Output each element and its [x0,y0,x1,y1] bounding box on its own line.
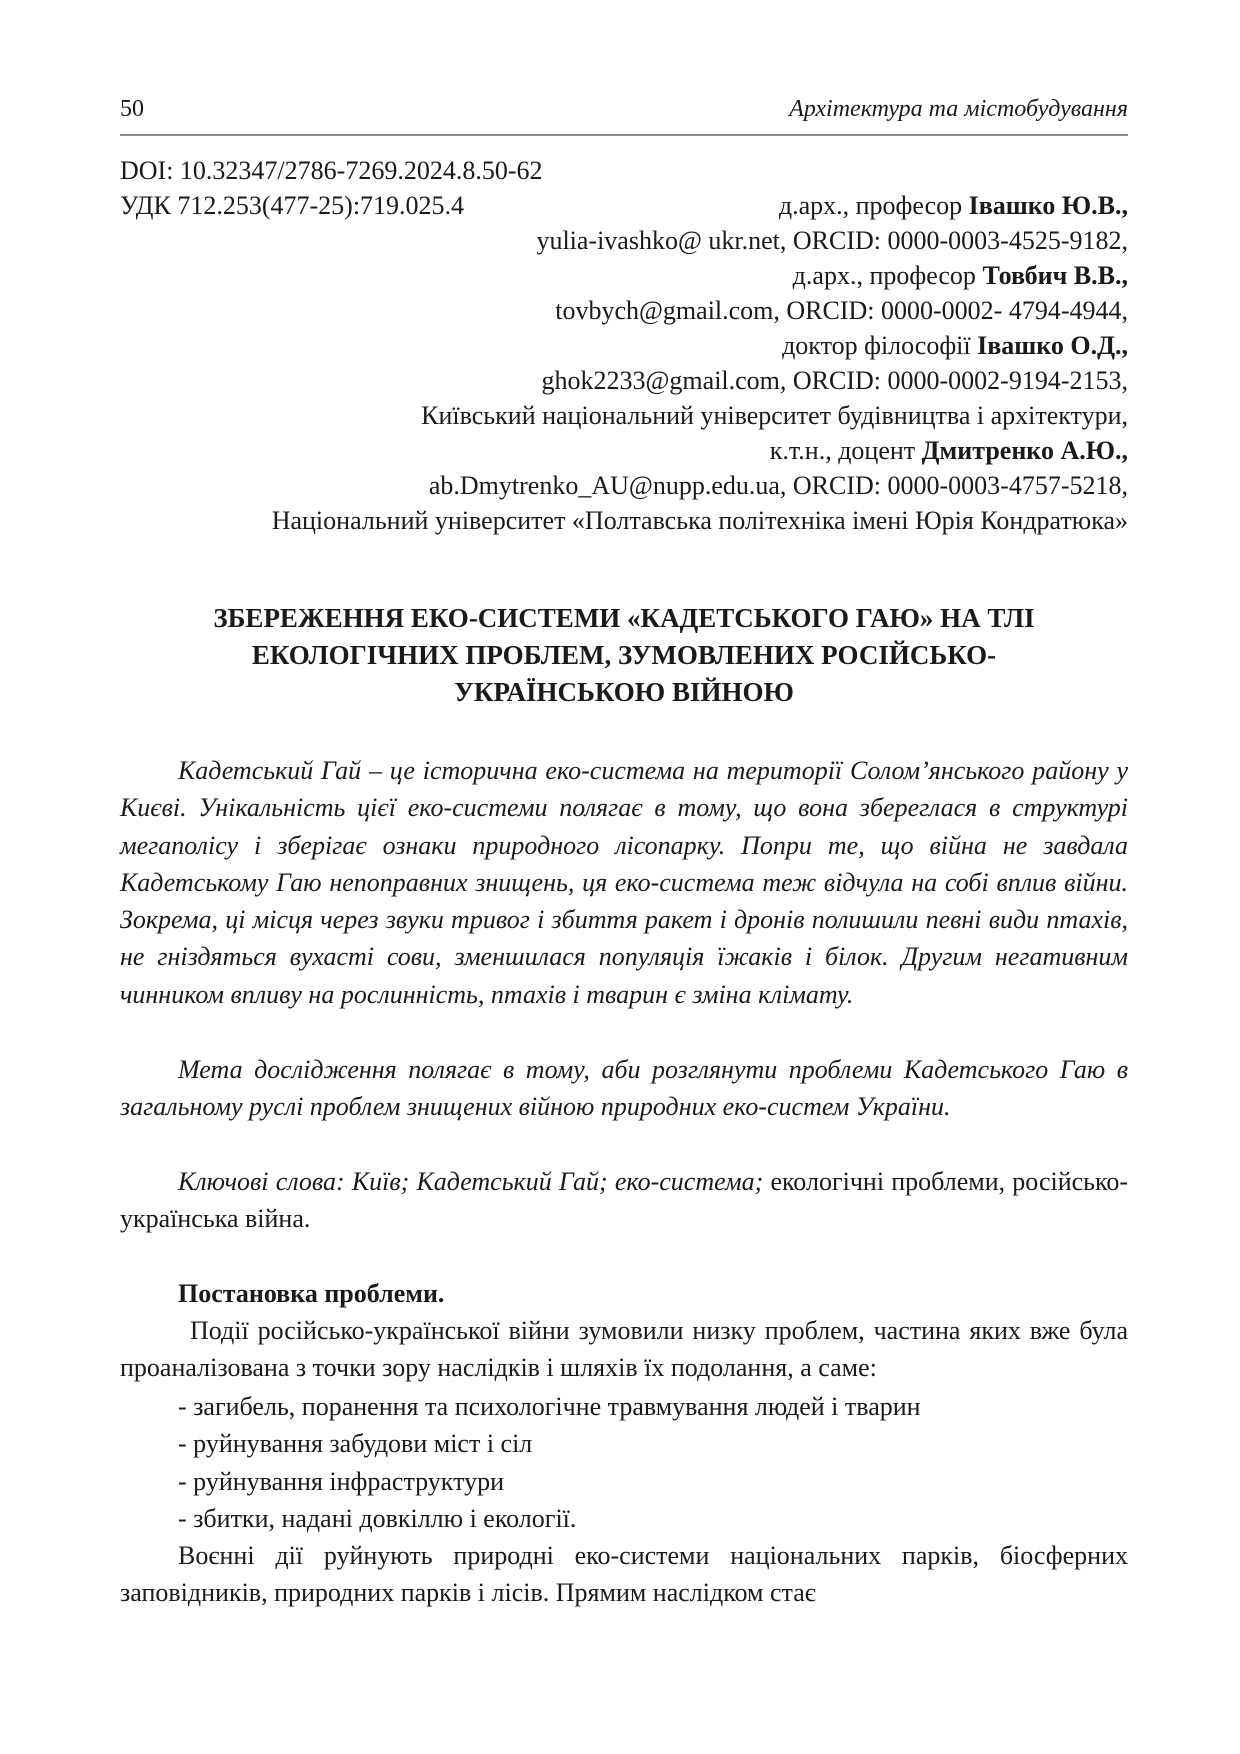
author-1-name: Івашко Ю.В., [968,191,1128,220]
title-line: ЕКОЛОГІЧНИХ ПРОБЛЕМ, ЗУМОВЛЕНИХ РОСІЙСЬКО- [251,640,997,670]
doi: DOI: 10.32347/2786-7269.2024.8.50-62 [120,156,543,185]
section-heading: Постановка проблеми. [178,1279,445,1308]
keywords-plain: екологічні проблеми, російсько-українська війна. [120,1167,1128,1234]
author-3-name: Івашко О.Д., [977,331,1128,360]
abstract-paragraph-2: Мета дослідження полягає в тому, аби розглянути проблеми Кадетського Гаю в загальному руслі проблем знищених війною природних еко-систем України. [120,1055,1128,1122]
list-item: - загибель, поранення та психологічне травмування людей і тварин [178,1392,921,1421]
section-intro: Події російсько-української війни зумовили низку проблем, частина яких вже була проаналізована з точки зору наслідків і шляхів їх подолання, а саме: [120,1316,1128,1383]
udk: УДК 712.253(477-25):719.025.4 [120,191,465,220]
author-2-title: д.арх., професор Товбич В.В., [792,261,1128,290]
author-2-name: Товбич В.В., [982,261,1128,290]
author-4-title: к.т.н., доцент Дмитренко А.Ю., [769,436,1128,465]
author-4-name: Дмитренко А.Ю., [921,436,1128,465]
affiliation-kyiv: Київський національний університет будівництва і архітектури, [421,401,1128,430]
author-1-title: д.арх., професор Івашко Ю.В., [778,191,1128,220]
keywords-label: Ключові слова: Київ; Кадетський Гай; еко-система; [178,1167,764,1196]
title-line: ЗБЕРЕЖЕННЯ ЕКО-СИСТЕМИ «КАДЕТСЬКОГО ГАЮ» НА ТЛІ [213,603,1035,633]
list-item: - руйнування інфраструктури [178,1467,505,1496]
journal-title: Архітектура та містобудування [789,96,1128,122]
list-item: - руйнування забудови міст і сіл [178,1429,533,1458]
abstract-paragraph-1: Кадетський Гай – це історична еко-система на території Солом’янського району у Києві. Унікальність цієї еко-системи полягає в тому, що вона збереглася в структурі мегаполісу і зберігає ознаки природного лісопарку. Попри те, що війна не завдала Кадетському Гаю непоправних знищень, ця еко-система теж відчула на собі вплив війни. Зокрема, ці місця через звуки тривог і збиття ракет і дронів полишили певні види птахів, не гніздяться вухасті сови, зменшилася популяція їжаків і білок. Другим негативним чинником впливу на рослинність, птахів і тварин є зміна клімату. [120,756,1128,1009]
author-3-contact: ghok2233@gmail.com, ORCID: 0000-0002-9194-2153, [541,366,1128,395]
running-header [120,96,1128,130]
body-paragraph: Воєнні дії руйнують природні еко-системи національних парків, біосферних заповідників, природних парків і лісів. Прямим наслідком стає [120,1541,1128,1608]
udk-row [120,189,1128,223]
article-title [120,600,1128,711]
title-line: УКРАЇНСЬКОЮ ВІЙНОЮ [454,677,794,707]
author-4-contact: ab.Dmytrenko_AU@nupp.edu.ua, ORCID: 0000-0003-4757-5218, [428,471,1128,500]
affiliation-poltava: Національний університет «Полтавська політехніка імені Юрія Кондратюка» [271,506,1128,535]
list-item: - збитки, надані довкіллю і екології. [178,1504,577,1533]
keywords [120,1163,1128,1238]
author-1-contact: yulia-ivashko@ ukr.net, ORCID: 0000-0003-4525-9182, [536,226,1128,255]
author-2-contact: tovbych@gmail.com, ORCID: 0000-0002- 4794-4944, [555,296,1128,325]
header-divider [120,134,1128,136]
author-3-title: доктор філософії Івашко О.Д., [782,331,1128,360]
page-number: 50 [120,96,144,122]
